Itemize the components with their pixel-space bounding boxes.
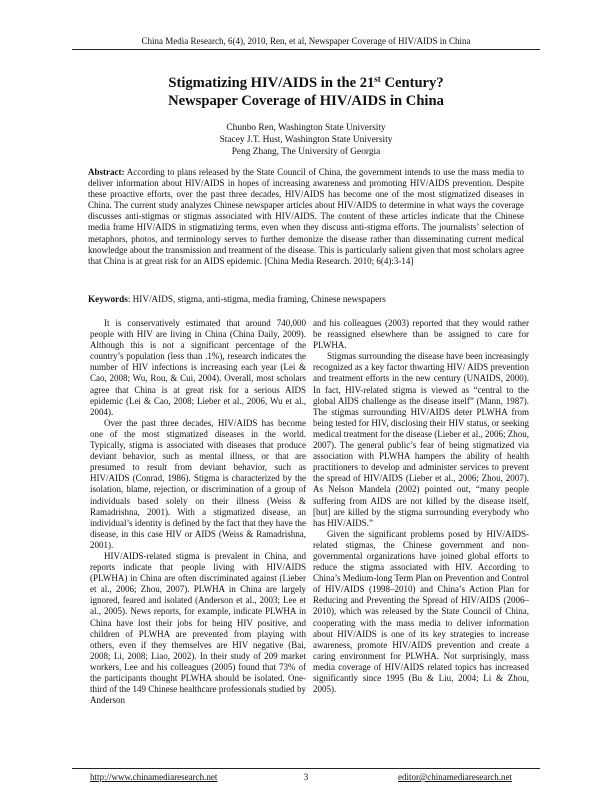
article-title — [72, 74, 540, 110]
body-column-left — [90, 318, 306, 706]
author-2: Stacey J.T. Hust, Washington State University — [219, 135, 393, 145]
abstract — [88, 167, 524, 267]
body-column-right — [313, 318, 529, 695]
running-title: China Media Research, 6(4), 2010, Ren, et al, Newspaper Coverage of HIV/AIDS in China — [141, 36, 471, 46]
author-list — [72, 122, 540, 158]
body-paragraph: HIV/AIDS-related stigma is prevalent in China, and reports indicate that people living with HIV/AIDS (PLWHA) in China are often discriminated against (Lieber et al., 2006; Zhou, 2007). PLWHA in China are largely ignored, feared and isolated (Anderson et al., 2003; Lee et al., 2005). News reports, for example, indicate PLWHA in China have lost their jobs for being HIV positive, and children of PLWHA are prevented from playing with others, even if they themselves are HIV negative (Bai, 2008; Li, 2008; Liao, 2002). In their study of 209 market workers, Lee and his colleagues (2005) found that 73% of the participants thought PLWHA should be isolated. One-third of the 149 Chinese healthcare professionals studied by Anderson — [90, 550, 306, 706]
page-number: 3 — [303, 772, 309, 782]
title-line-1: Stigmatizing HIV/AIDS in the 21st Century? — [168, 74, 444, 91]
page-footer — [72, 768, 540, 783]
keywords-text: : HIV/AIDS, stigma, anti-stigma, media framing, Chinese newspapers — [127, 294, 386, 304]
journal-website-link[interactable]: http://www.chinamediaresearch.net — [90, 772, 218, 782]
author-3: Peng Zhang, The University of Georgia — [231, 147, 381, 157]
abstract-text: According to plans released by the State Council of China, the government intends to use the mass media to deliver information about HIV/AIDS in hopes of increasing awareness and promoting HIV/AIDS prevention. Despite these proactive efforts, over the past three decades, HIV/AIDS has become one of the most stigmatized diseases in China. The current study analyzes Chinese newspaper articles about HIV/AIDS to determine in what ways the coverage discusses anti-stigmas or stigmas associated with HIV/AIDS. The content of these articles indicate that the Chinese media frame HIV/AIDS in stigmatizing terms, even when they discuss anti-stigma efforts. The journalists’ selection of metaphors, photos, and terminology serves to further demonize the disease rather than disseminating current medical knowledge about the transmission and treatment of the disease. This is particularly salient given that most scholars agree that China is at great risk for an AIDS epidemic. [China Media Research. 2010; 6(4):3-14] — [88, 167, 524, 266]
author-1: Chunbo Ren, Washington State University — [226, 123, 386, 133]
keywords — [88, 294, 524, 305]
body-paragraph: Over the past three decades, HIV/AIDS has become one of the most stigmatized diseases in the world. Typically, stigma is associated with diseases that produce deviant behavior, such as mental illness, or that are presumed to result from deviant behavior, such as HIV/AIDS (Conrad, 1986). Stigma is characterized by the isolation, blame, rejection, or discrimination of a group of individuals based solely on their illness (Weiss & Ramadrishna, 2001). With a stigmatized disease, an individual’s identity is defined by the fact that they have the disease, in this case HIV or AIDS (Weiss & Ramadrishna, 2001). — [90, 417, 306, 550]
body-paragraph-continued: and his colleagues (2003) reported that they would rather be reassigned elsewhere than be assigned to care for PLWHA. — [313, 318, 529, 351]
editor-email-link[interactable]: editor@chinamediaresearch.net — [398, 772, 512, 782]
body-paragraph: Given the significant problems posed by HIV/AIDS-related stigmas, the Chinese government and non-governmental organizations have joined global efforts to reduce the stigma associated with HIV. According to China’s Medium-long Term Plan on Prevention and Control of HIV/AIDS (1998–2010) and China’s Action Plan for Reducing and Preventing the Spread of HIV/AIDS (2006–2010), which was released by the State Council of China, cooperating with the mass media to deliver information about HIV/AIDS is one of its key strategies to increase awareness, promote HIV/AIDS prevention and create a caring environment for PLWHA. Not surprisingly, mass media coverage of HIV/AIDS related topics has increased significantly since 1995 (Bu & Liu, 2004; Li & Zhou, 2005). — [313, 528, 529, 695]
title-line-2: Newspaper Coverage of HIV/AIDS in China — [168, 93, 444, 109]
running-header — [72, 36, 540, 50]
body-paragraph: Stigmas surrounding the disease have been increasingly recognized as a key factor thwarting HIV/ AIDS prevention and treatment efforts in the new century (UNAIDS, 2000). In fact, HIV-related stigma is viewed as “central to the global AIDS challenge as the disease itself” (Mann, 1987). The stigmas surrounding HIV/AIDS deter PLWHA from being tested for HIV, disclosing their HIV status, or seeking medical treatment for the disease (Lieber et al., 2006; Zhou, 2007). The general public’s fear of being stigmatized via association with PLWHA hampers the ability of health practitioners to develop and administer services to prevent the spread of HIV/AIDS (Lieber et al., 2006; Zhou, 2007). As Nelson Mandela (2002) pointed out, “many people suffering from AIDS are not killed by the disease itself, [but] are killed by the stigma surrounding everybody who has HIV/AIDS.” — [313, 351, 529, 528]
body-paragraph: It is conservatively estimated that around 740,000 people with HIV are living in China (China Daily, 2009). Although this is not a significant percentage of the country’s population (less than .1%), research indicates the number of HIV infections is increasing each year (Lei & Cao, 2008; Wu, Rou, & Cui, 2004). Overall, most scholars agree that China is at great risk for a serious AIDS epidemic (Lei & Cao, 2008; Lieber et al., 2006, Wu et al., 2004). — [90, 318, 306, 417]
abstract-label: Abstract: — [88, 167, 125, 177]
keywords-label: Keywords — [88, 294, 128, 304]
